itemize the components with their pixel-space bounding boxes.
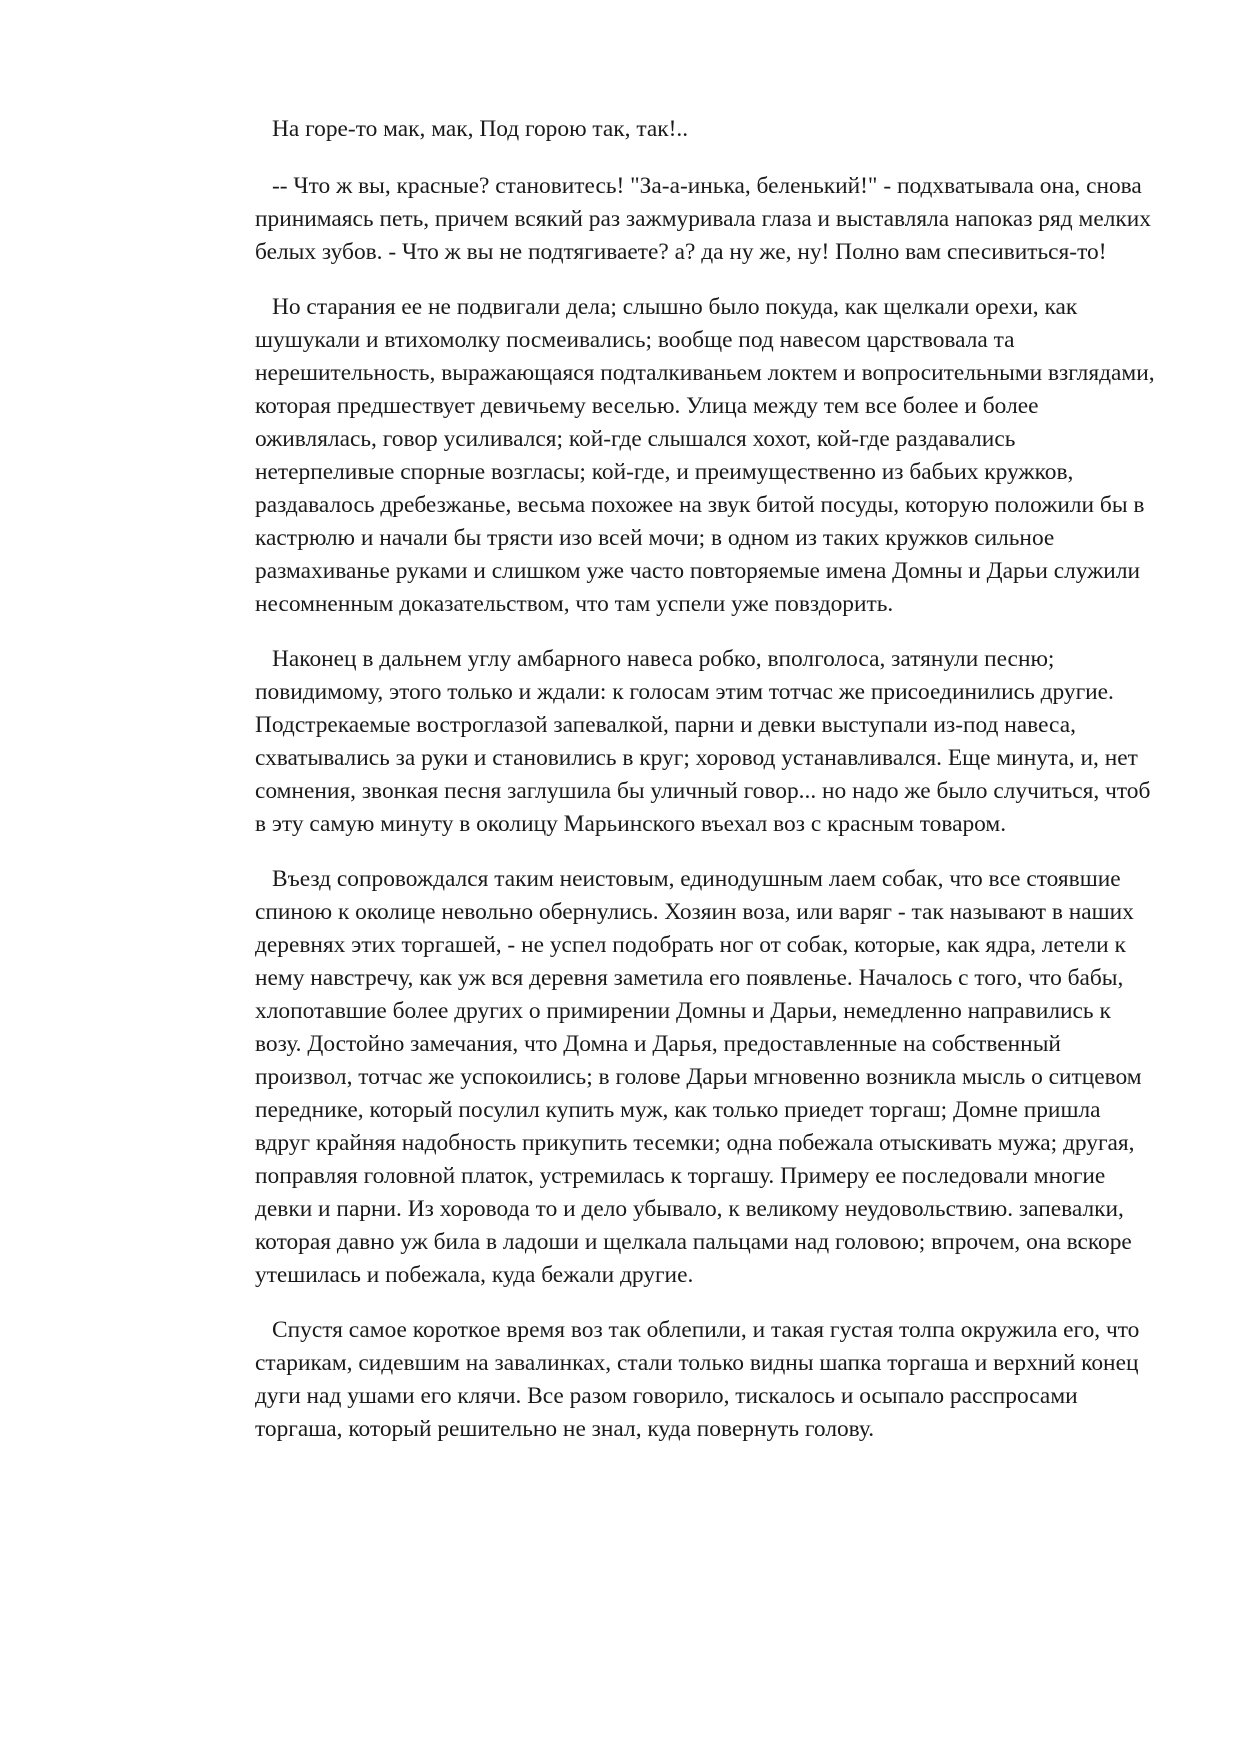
paragraph-2: Но старания ее не подвигали дела; слышно было покуда, как щелкали орехи, как шушукали и втихомолку посмеивались; вообще под навесом царствовала та нерешительность, выражающаяся подталкиваньем локтем и вопросительными взглядами, которая предшествует девичьему веселью. Улица между тем все более и более оживлялась, говор усиливался; кой-где слышался хохот, кой-где раздавались нетерпеливые спорные возгласы; кой-где, и преимущественно из бабьих кружков, раздавалось дребезжанье, весьма похожее на звук битой посуды, которую положили бы в кастрюлю и начали бы трясти изо всей мочи; в одном из таких кружков сильное размахиванье руками и слишком уже часто повторяемые имена Домны и Дарьи служили несомненным доказательством, что там успели уже повздорить. [255, 294, 1155, 617]
paragraph-1: -- Что ж вы, красные? становитесь! "За-а-инька, беленький!" - подхватывала она, снова принимаясь петь, причем всякий раз зажмуривала глаза и выставляла напоказ ряд мелких белых зубов. - Что ж вы не подтягиваете? а? да ну же, ну! Полно вам спесивиться-то! [255, 173, 1151, 265]
paragraph-5: Спустя самое короткое время воз так облепили, и такая густая толпа окружила его, что старикам, сидевшим на завалинках, стали только видны шапка торгаша и верхний конец дуги над ушами его клячи. Все разом говорило, тискалось и осыпало расспросами торгаша, который решительно не знал, куда повернуть голову. [255, 1317, 1140, 1442]
body-text [255, 113, 1155, 1468]
paragraph-4: Въезд сопровождался таким неистовым, единодушным лаем собак, что все стоявшие спиною к околице невольно обернулись. Хозяин воза, или варяг - так называют в наших деревнях этих торгашей, - не успел подобрать ног от собак, которые, как ядра, летели к нему навстречу, как уж вся деревня заметила его появленье. Началось с того, что бабы, хлопотавшие более других о примирении Домны и Дарьи, немедленно направились к возу. Достойно замечания, что Домна и Дарья, предоставленные на собственный произвол, тотчас же успокоились; в голове Дарьи мгновенно возникла мысль о ситцевом переднике, который посулил купить муж, как только приедет торгаш; Домне пришла вдруг крайняя надобность прикупить тесемки; одна побежала отыскивать мужа; другая, поправляя головной платок, устремилась к торгашу. Примеру ее последовали многие девки и парни. Из хоровода то и дело убывало, к великому неудовольствию. запевалки, которая давно уж била в ладоши и щелкала пальцами над головою; впрочем, она вскоре утешилась и побежала, куда бежали другие. [255, 866, 1142, 1288]
paragraph-3: Наконец в дальнем углу амбарного навеса робко, вполголоса, затянули песню; повидимому, этого только и ждали: к голосам этим тотчас же присоединились другие. Подстрекаемые востроглазой запевалкой, парни и девки выступали из-под навеса, схватывались за руки и становились в круг; хоровод устанавливался. Еще минута, и, нет сомнения, звонкая песня заглушила бы уличный говор... но надо же было случиться, чтоб в эту самую минуту в околицу Марьинского въехал воз с красным товаром. [255, 646, 1151, 837]
paragraph-song-line: На горе-то мак, мак, Под горою так, так!.. [272, 116, 689, 142]
